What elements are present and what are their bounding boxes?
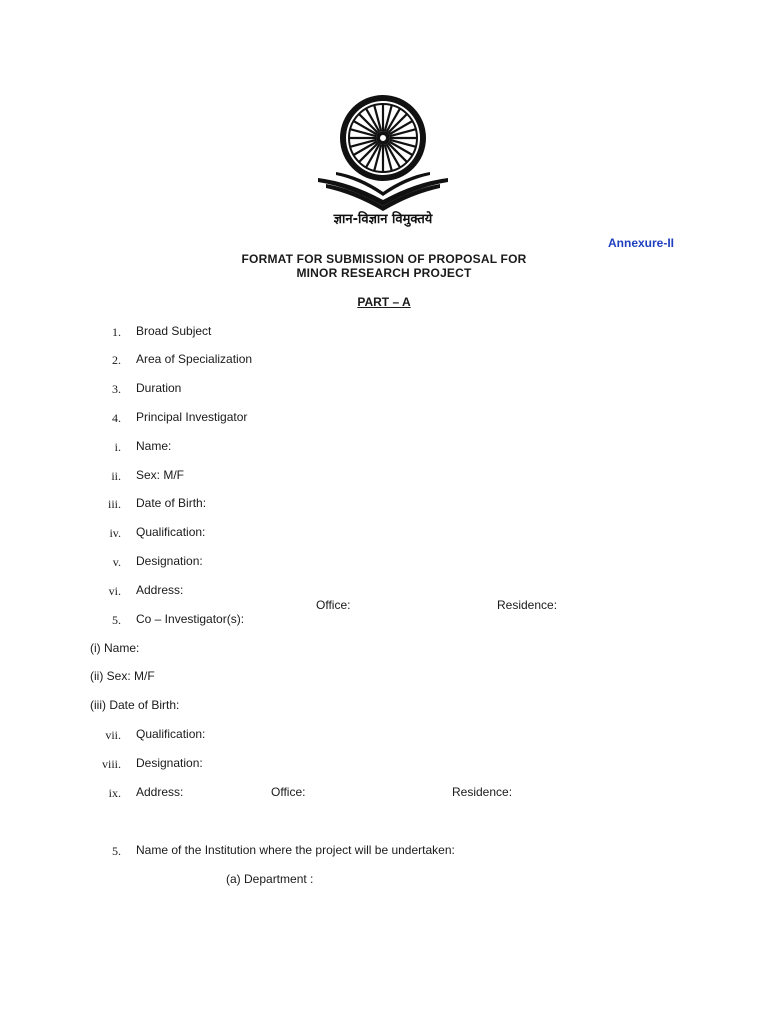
item-label-broad-subject: Broad Subject	[136, 324, 212, 338]
co-address-residence-label: Residence:	[452, 785, 513, 799]
item-number: iii.	[107, 497, 121, 511]
item-label-area-of-specialization: Area of Specialization	[136, 352, 253, 366]
item-label-principal-investigator: Principal Investigator	[136, 410, 248, 424]
item-number: vii.	[105, 728, 121, 742]
item-number: iv.	[109, 526, 121, 540]
part-heading: PART – A	[357, 295, 411, 309]
item-label-date-of-birth: Date of Birth:	[136, 496, 207, 510]
item-label-institution: Name of the Institution where the project will be undertaken:	[136, 843, 455, 857]
annexure-label: Annexure-II	[608, 236, 675, 250]
item-label-co-address: Address:	[136, 785, 184, 799]
item-label-duration: Duration	[136, 381, 182, 395]
item-label-address: Address:	[136, 583, 184, 597]
co-item-name: (i) Name:	[90, 641, 140, 655]
emblem-logo	[316, 94, 450, 212]
item-number: viii.	[101, 757, 121, 771]
item-number: 4.	[112, 411, 121, 425]
item-number: vi.	[108, 584, 121, 598]
document-title-line-1: FORMAT FOR SUBMISSION OF PROPOSAL FOR	[241, 252, 527, 266]
dharma-chakra-icon	[340, 95, 426, 181]
co-item-sex: (ii) Sex: M/F	[90, 669, 155, 683]
item-number: ix.	[108, 786, 121, 800]
item-number: 3.	[112, 382, 121, 396]
co-item-date-of-birth: (iii) Date of Birth:	[90, 698, 180, 712]
item-label-sex: Sex: M/F	[136, 468, 185, 482]
item-label-co-investigators: Co – Investigator(s):	[136, 612, 245, 626]
item-label-co-designation: Designation:	[136, 756, 203, 770]
item-number: 1.	[112, 325, 121, 339]
item-label-designation: Designation:	[136, 554, 203, 568]
item-number: ii.	[111, 469, 121, 483]
department-label: (a) Department :	[226, 872, 314, 886]
item-number: 2.	[112, 353, 121, 367]
address-office-label: Office:	[316, 598, 351, 612]
co-address-office-label: Office:	[271, 785, 306, 799]
item-label-co-qualification: Qualification:	[136, 727, 206, 741]
emblem-motto: ज्ञान-विज्ञान विमुक्तये	[333, 212, 433, 227]
address-residence-label: Residence:	[497, 598, 558, 612]
item-number: 5.	[112, 613, 121, 627]
item-number: v.	[112, 555, 121, 569]
item-label-qualification: Qualification:	[136, 525, 206, 539]
item-label-name: Name:	[136, 439, 172, 453]
item-number: i.	[114, 440, 121, 454]
document-title-line-2: MINOR RESEARCH PROJECT	[296, 266, 472, 280]
item-number: 5.	[112, 844, 121, 858]
